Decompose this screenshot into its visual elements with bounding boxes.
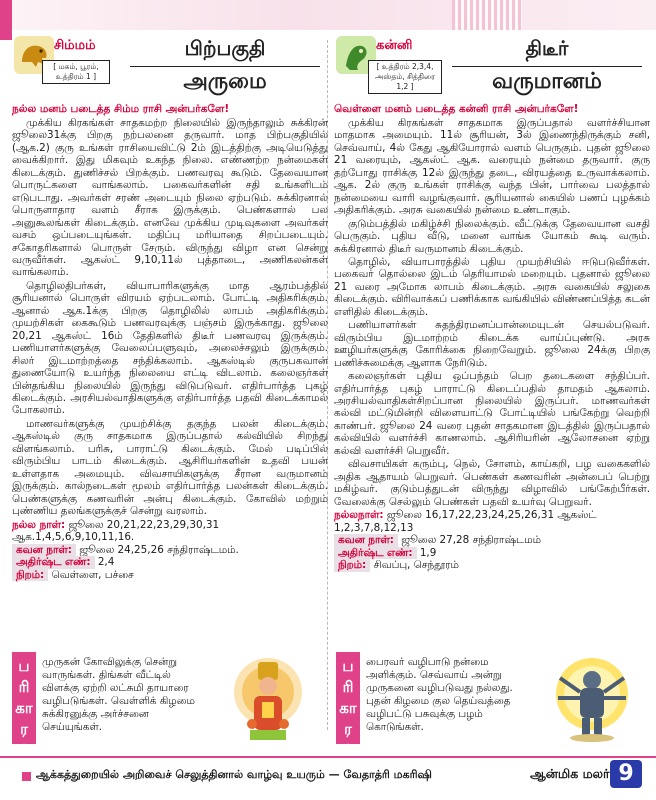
virgo-color	[334, 559, 650, 572]
virgo-paragraph: குடும்பத்தில் மகிழ்ச்சி நிலைக்கும். வீட்டுக்கு தேவையான வசதி பெருகும். புதிய வீடு, மனை வாங்க யோகம் கூடி வரும். சுக்கிரனால் திடீர் வருமானம் கிடைக்கும்.	[334, 217, 650, 255]
fact-label: நிறம்:	[12, 569, 48, 582]
virgo-remedy-text: பைரவர் வழிபாடு நன்மை அளிக்கும். செவ்வாய் அன்று முருகனை வழிபடுவது நல்லது. புதன் கிழமை குல தெய்வத்தை வழிபட்டு பசுவுக்கு பழம் கொடுங்கள்.	[366, 656, 513, 733]
leo-facts	[12, 519, 328, 582]
leo-headline	[130, 36, 320, 95]
leo-title-bottom: அருமை	[130, 66, 320, 95]
remedy-letter: ப	[18, 657, 30, 675]
fact-value: ஜூலை 27,28 சந்திராஷ்டமம்	[401, 534, 541, 547]
remedy-vertical-label	[336, 652, 360, 759]
fact-value: வெள்ளை, பச்சை	[51, 568, 134, 581]
fact-label: அதிர்ஷ்ட எண்:	[12, 556, 95, 569]
bhairava-deity-image	[542, 652, 642, 744]
virgo-sign-block	[334, 36, 434, 94]
virgo-lucky-number	[334, 547, 650, 560]
page-footer	[0, 756, 656, 800]
fact-value: 1,9	[419, 546, 437, 559]
remedy-letter: ர	[20, 720, 28, 738]
remedy-letter: ர	[344, 720, 352, 738]
remedy-vertical-label	[12, 652, 36, 759]
leo-sign-block	[12, 36, 112, 94]
fact-label: நல்லநாள்:	[334, 509, 384, 522]
footer-quote: ஆக்கத்துறையில் அறிவைச் செலுத்தினால் வாழ்வு உயரும் — வேதாத்ரி மகரிஷி	[36, 768, 432, 781]
remedy-letter: ரி	[342, 678, 354, 696]
leo-body	[12, 117, 328, 518]
fact-label: கவன நாள்:	[12, 544, 76, 557]
leo-caution-days	[12, 544, 328, 557]
fact-value: 2,4	[97, 556, 115, 569]
virgo-headline	[452, 36, 642, 95]
remedy-letter: ம்	[17, 741, 31, 759]
murugan-deity-image	[218, 652, 318, 744]
virgo-body	[334, 117, 650, 508]
corner-accent	[0, 0, 12, 40]
leo-stars: [ மகம், பூரம், உத்திரம் 1 ]	[42, 60, 110, 84]
fact-value: ஜூலை 20,21,22,23,29,30,31 ஆக.1,4,5,6,9,10,11,16.	[12, 518, 220, 544]
virgo-paragraph: முக்கிய கிரகங்கள் சாதகமாக இருப்பதால் வளர்ச்சியான மாதமாக அமையும். 11ல் சூரியன், 3ல் இணைந்திருக்கும் சனி, செவ்வாய், 4ல் கேது ஆகியோரால் வளம் பெருகும். புதன் ஜூலை 21 வரையும், ஆகஸ்ட் ஆக. வரையும் நன்மை தருவார். குரு தற்போது ராசிக்கு 12ல் இருந்து தடை, விரயத்தை உருவாக்கலாம். ஆக. 2ல் குரு உங்கள் ராசிக்கு வந்த பின், பார்வை பலத்தால் நன்மையை வாரி வழங்குவார். சூரியனால் கையில் பணப் புழக்கம் அதிகரிக்கும். அரசு வகையில் நன்மை உண்டாகும்.	[334, 117, 650, 217]
leo-title-top: பிற்பகுதி	[184, 36, 266, 60]
leo-paragraph: மாணவர்களுக்கு முயற்சிக்கு தகுந்த பலன் கிடைக்கும். ஆகஸ்டில் குரு சாதகமாக இருப்பதால் கல்வியில் சிறந்து விளங்கலாம். பரிசு, பாராட்டு கிடைக்கும். மேல் படிப்பில் விரும்பிய பாடம் கிடைக்கும். ஆசிரியர்களின் உதவி பயன் உள்ளதாக அமையும். விவசாயிகளுக்கு சீரான வருமானம் இருக்கும். கால்நடைகள் மூலம் எதிர்பார்த்த பலன்கள் கிடைக்கும். பெண்களுக்கு கணவரின் அன்பு கிடைக்கும். கோவில் மற்றும் புண்ணிய தலங்களுக்குச் சென்று வரலாம்.	[12, 417, 328, 518]
virgo-paragraph: தொழில், வியாபாரத்தில் புதிய முயற்சியில் ஈடுபடுவீர்கள். பகைவர் தொல்லை இடம் தெரியாமல் மறையும். புதனால் ஜூலை 21 வரை அமோக லாபம் கிடைக்கும். அரசு வகையில் சலுகை கிடைக்கும். விரிவாக்கப் பணிக்காக வங்கியில் விண்ணப்பித்த கடன் எளிதில் கிடைக்கும்.	[334, 255, 650, 318]
remedy-letter: ப	[342, 657, 354, 675]
fact-label: நிறம்:	[334, 559, 370, 572]
magazine-name: ஆன்மிக மலர்	[530, 766, 610, 781]
top-stripe-decor	[452, 0, 522, 30]
virgo-paragraph: விவசாயிகள் கரும்பு, நெல், சோளம், காய்கறி, பழ வகைகளில் அதிக ஆதாயம் பெறுவர். பெண்கள் கணவரின் அன்பைப் பெற்று மகிழ்வர். குடும்பத்துடன் விருந்து விழாவில் பங்கேற்பீர்கள். வேலைக்கு செல்லும் பெண்கள் பதவி உயர்வு பெறுவர்.	[334, 458, 650, 508]
leo-remedy-box	[12, 652, 318, 759]
remedy-letter: ரி	[18, 678, 30, 696]
virgo-sign-name: கன்னி	[376, 38, 413, 53]
fact-value: சிவப்பு, செந்தூரம்	[373, 559, 459, 572]
fact-value: ஜூலை 24,25,26 சந்திராஷ்டமம்.	[79, 543, 239, 556]
leo-column	[12, 34, 328, 640]
virgo-subhead: வெள்ளை மனம் படைத்த கன்னி ராசி அன்பர்களே!	[334, 103, 579, 115]
virgo-stars: [ உத்திரம் 2,3,4, அஸ்தம், சித்திரை 1,2 ]	[368, 60, 442, 94]
fact-label: கவன நாள்:	[334, 534, 398, 547]
leo-color	[12, 569, 328, 582]
virgo-title-top: திடீர்	[525, 36, 569, 60]
leo-paragraph: தொழிலதிபர்கள், வியாபாரிகளுக்கு மாத ஆரம்பத்தில் சூரியனால் பொருள் விரயம் ஏற்படலாம். போட்டி அதிகரிக்கும். ஆனால் ஆக.1க்கு பிறகு தொழிலில் லாபம் அதிகரிக்கும். முயற்சிகள் கைகூடும் பணவரவுக்கு பஞ்சம் இருக்காது. ஜூலை 20,21 ஆகஸ்ட் 16ம் தேதிகளில் திடீர் பணவரவு இருக்கும். பணியாளர்களுக்கு வேலைப்பளுவும், அலைச்சலும் இருக்கும். சிலர் இடமாற்றத்தை சந்திக்கலாம். ஆகஸ்டில் குருபகவான் துணையோடு உயர்ந்த நிலையை எட்டி விடலாம். கலைஞர்கள் பின்தங்கிய நிலையில் இருந்து விடுபடுவர். எதிர்பார்த்த புகழ் கிடைக்கும். அரசியல்வாதிகளுக்கு எதிர்பார்த்த பதவி கிடைக்காமல் போகலாம்.	[12, 279, 328, 417]
leo-sign-name: சிம்மம்	[54, 38, 96, 53]
virgo-facts	[334, 509, 650, 572]
fact-label: நல்ல நாள்:	[12, 518, 66, 531]
top-decor-strip	[0, 0, 656, 30]
fact-label: அதிர்ஷ்ட எண்:	[334, 547, 417, 560]
virgo-paragraph: கலைஞர்கள் புதிய ஒப்பந்தம் பெற தடைகளை சந்திப்பர். எதிர்பார்த்த புகழ் பாராட்டு கிடைப்பதில் தாமதம் ஆகலாம். அரசியல்வாதிகள்சிறப்பான நிலையில் இருப்பர். மாணவர்கள் கல்வி மட்டுமின்றி விளையாட்டு போட்டியில் பங்கேற்று வெற்றி காண்பர். ஜூலை 24 வரை புதன் சாதகமான இடத்தில் இருப்பதால் கல்வியில் வளர்ச்சி காணலாம். ஆசிரியரின் ஆலோசனை ஏற்று கல்வி வளர்ச்சி பெறுவீர்.	[334, 370, 650, 457]
leo-subhead: நல்ல மனம் படைத்த சிம்ம ராசி அன்பர்களே!	[12, 103, 230, 115]
virgo-caution-days	[334, 534, 650, 547]
virgo-paragraph: பணியாளர்கள் சுதந்திரமனப்பான்மையுடன் செயல்படுவர். விரும்பிய இடமாற்றம் கிடைக்க வாய்ப்புண்டு. அரசு ஊழியர்களுக்கு கோரிக்கை நிறைவேறும். ஜூலை 24க்கு பிறகு பணிச்சுமைக்கு ஆளாக நேரிடும்.	[334, 319, 650, 369]
leo-paragraph: முக்கிய கிரகங்கள் சாதகமற்ற நிலையில் இருந்தாலும் சுக்கிரன் ஜூலை31க்கு பிறகு நற்பலனை தருவார். மாத பிற்பகுதியில் (ஆக.2) குரு உங்கள் ராசியைவிட்டு 2ம் இடத்திற்கு அடியெடுத்து வைக்கிறார். இது மிகவும் உகந்த நிலை. எண்ணற்ற நன்மைகள் கிடைக்கும். துணிச்சல் பிறக்கும். பணவரவு கூடும். தேவையான பொருட்களை வாங்கலாம். பகைவர்களின் சதி உங்களிடம் எடுபடாது. அவர்கள் சரண் அடையும் நிலை ஏற்படும். சுக்கிரனால் பொருளாதார வளம் சீராக இருக்கும். பெண்களால் பல அனுகூலங்கள் கிடைக்கும். எனவே முக்கிய முடிவுகளை அவர்கள் வசம் ஒப்படையுங்கள். மதிப்பு மரியாதை சிறப்படையும். சகோதரிகளால் பொருள் சேரும். விருந்து விழா என சென்று வருவீர்கள். ஆகஸ்ட் 9,10,11ல் புத்தாடை, அணிகலன்கள் வாங்கலாம்.	[12, 117, 328, 279]
remedy-letter: கா	[339, 699, 357, 717]
virgo-column	[334, 34, 650, 640]
virgo-header	[334, 34, 650, 100]
virgo-title-bottom: வருமானம்	[452, 66, 642, 95]
virgo-good-days	[334, 509, 650, 534]
leo-header	[12, 34, 328, 100]
page-number: 9	[610, 760, 642, 788]
remedy-letter: ம்	[341, 741, 355, 759]
footer-bullet	[22, 772, 31, 781]
virgo-remedy-box	[336, 652, 642, 759]
leo-remedy-text: முருகன் கோவிலுக்கு சென்று வாருங்கள். திங்கள் வீட்டில் விளக்கு ஏற்றி லட்சுமி தாயாரை வழிபடுங்கள். வெள்ளிக் கிழமை சுக்கிரனுக்கு அர்ச்சனை செய்யுங்கள்.	[42, 656, 195, 733]
leo-lucky-number	[12, 556, 328, 569]
fact-value: ஜூலை 16,17,22,23,24,25,26,31 ஆகஸ்ட் 1,2,3,7,8,12,13	[334, 509, 597, 534]
leo-good-days	[12, 519, 328, 544]
remedy-letter: கா	[15, 699, 33, 717]
